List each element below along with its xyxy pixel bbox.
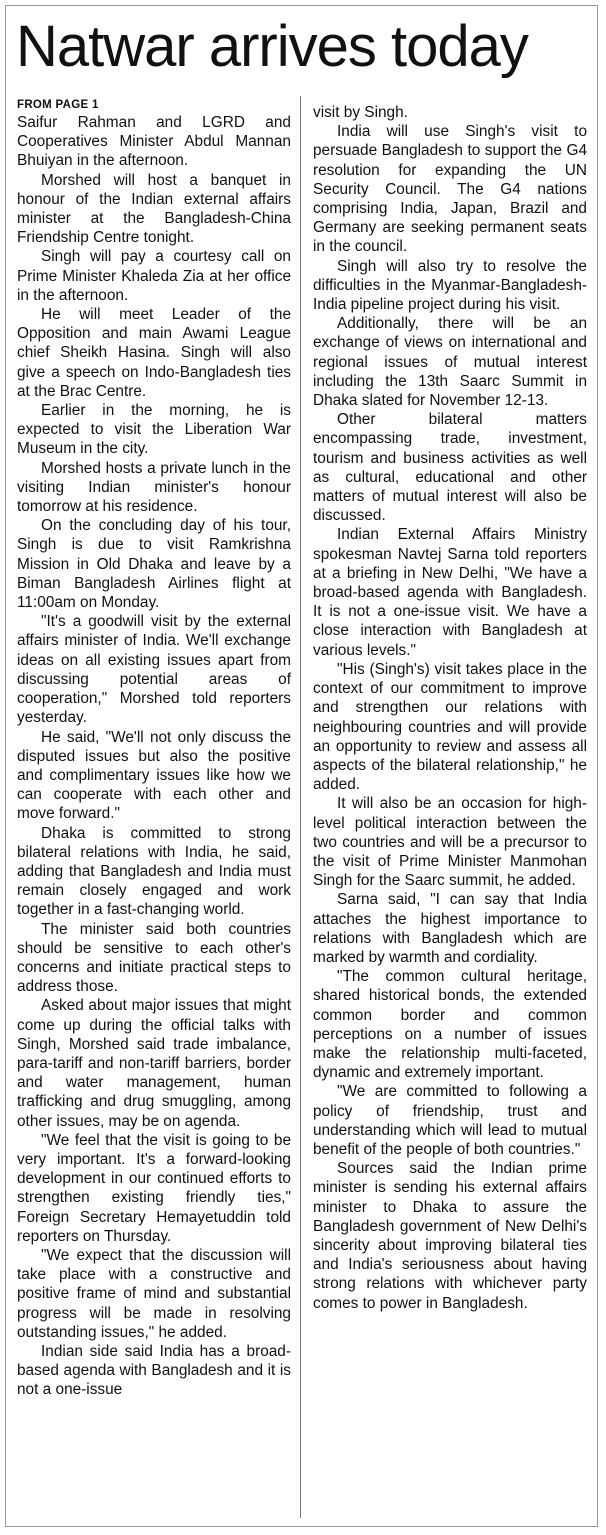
paragraph: The minister said both countries should be sensitive to each other's concerns and initiate practical steps to address those. — [17, 920, 291, 996]
paragraph: Dhaka is committed to strong bilateral relations with India, he said, adding that Bangladesh and India must remain closely engaged and work together in a fast-changing world. — [17, 824, 291, 919]
paragraph: visit by Singh. — [313, 104, 408, 121]
paragraph: Additionally, there will be an exchange of views on international and regional issues of mutual interest including the 13th Saarc Summit in Dhaka slated for November 12-13. — [313, 315, 587, 410]
right-column — [313, 103, 587, 1313]
paragraph: Indian External Affairs Ministry spokesman Navtej Sarna told reporters at a briefing in New Delhi, "We have a broad-based agenda with Bangladesh. It is not a one-issue visit. We have a close interaction with Bangladesh at various levels." — [313, 526, 587, 659]
column-divider — [300, 96, 301, 1518]
kicker: FROM PAGE 1 — [17, 99, 99, 111]
paragraph: Singh will also try to resolve the difficulties in the Myanmar-Bangladesh-India pipeline project during his visit. — [313, 257, 587, 314]
paragraph: Earlier in the morning, he is expected to visit the Liberation War Museum in the city. — [17, 402, 291, 458]
paragraph: Singh will pay a courtesy call on Prime Minister Khaleda Zia at her office in the afternoon. — [17, 248, 291, 304]
paragraph: Morshed hosts a private lunch in the visiting Indian minister's honour tomorrow at his residence. — [17, 459, 291, 516]
paragraph: "His (Singh's) visit takes place in the context of our commitment to improve and strengthen our relations with neighbouring countries and will provide an opportunity to review and assess all aspects of the bilateral relationship," he added. — [313, 660, 587, 794]
paragraph: On the concluding day of his tour, Singh is due to visit Ramkrishna Mission in Old Dhaka and leave by a Biman Bangladesh Airlines flight at 11:00am on Monday. — [17, 517, 291, 612]
paragraph: "We feel that the visit is going to be very important. It's a forward-looking development in our continued efforts to strengthen existing friendly ties," Foreign Secretary Hemayetuddin told reporters on Thursday. — [17, 1131, 291, 1245]
headline: Natwar arrives today — [16, 14, 528, 79]
paragraph: "The common cultural heritage, shared historical bonds, the extended common border and common perceptions on a number of issues make the relationship multi-faceted, dynamic and extremely important. — [313, 968, 587, 1082]
paragraph: Saifur Rahman and LGRD and Cooperatives Minister Abdul Mannan Bhuiyan in the afternoon. — [17, 114, 291, 170]
paragraph: India will use Singh's visit to persuade Bangladesh to support the G4 resolution for expanding the UN Security Council. The G4 nations comprising India, Japan, Brazil and Germany are seeking permanent seats in the council. — [313, 123, 587, 256]
paragraph: Asked about major issues that might come up during the official talks with Singh, Morshed said trade imbalance, para-tariff and non-tariff barriers, border and water management, human trafficking and drug smuggling, among other issues, may be on agenda. — [17, 997, 291, 1130]
paragraph: He will meet Leader of the Opposition and main Awami League chief Sheikh Hasina. Singh will also give a speech on Indo-Bangladesh ties at the Brac Centre. — [17, 306, 291, 400]
paragraph: "We expect that the discussion will take place with a constructive and positive frame of mind and substantial progress will be made in resolving outstanding issues," he added. — [17, 1246, 291, 1341]
left-column — [17, 98, 291, 1400]
paragraph: Indian side said India has a broad-based agenda with Bangladesh and it is not a one-issue — [17, 1343, 291, 1399]
paragraph: Sources said the Indian prime minister is sending his external affairs minister to Dhaka to assure the Bangladesh government of New Delhi's sincerity about improving bilateral ties and India's seriousness about having strong relations with whichever party comes to power in Bangladesh. — [313, 1160, 587, 1312]
paragraph: Other bilateral matters encompassing trade, investment, tourism and business activities as well as cultural, educational and other matters of mutual interest will also be discussed. — [313, 411, 587, 525]
paragraph: He said, "We'll not only discuss the disputed issues but also the positive and complimentary issues like how we can cooperate with each other and move forward." — [17, 728, 291, 823]
paragraph: "It's a goodwill visit by the external affairs minister of India. We'll exchange ideas on all existing issues apart from discussing potential areas of cooperation," Morshed told reporters yesterday. — [17, 613, 291, 727]
paragraph: It will also be an occasion for high-level political interaction between the two countries and will be a precursor to the visit of Prime Minister Manmohan Singh for the Saarc summit, he added. — [313, 795, 587, 890]
paragraph: Sarna said, "I can say that India attaches the highest importance to relations with Bangladesh which are marked by warmth and cordiality. — [313, 891, 587, 966]
paragraph: "We are committed to following a policy of friendship, trust and understanding which will lead to mutual benefit of the people of both countries." — [313, 1083, 587, 1158]
paragraph: Morshed will host a banquet in honour of the Indian external affairs minister at the Bangladesh-China Friendship Centre tonight. — [17, 171, 291, 247]
